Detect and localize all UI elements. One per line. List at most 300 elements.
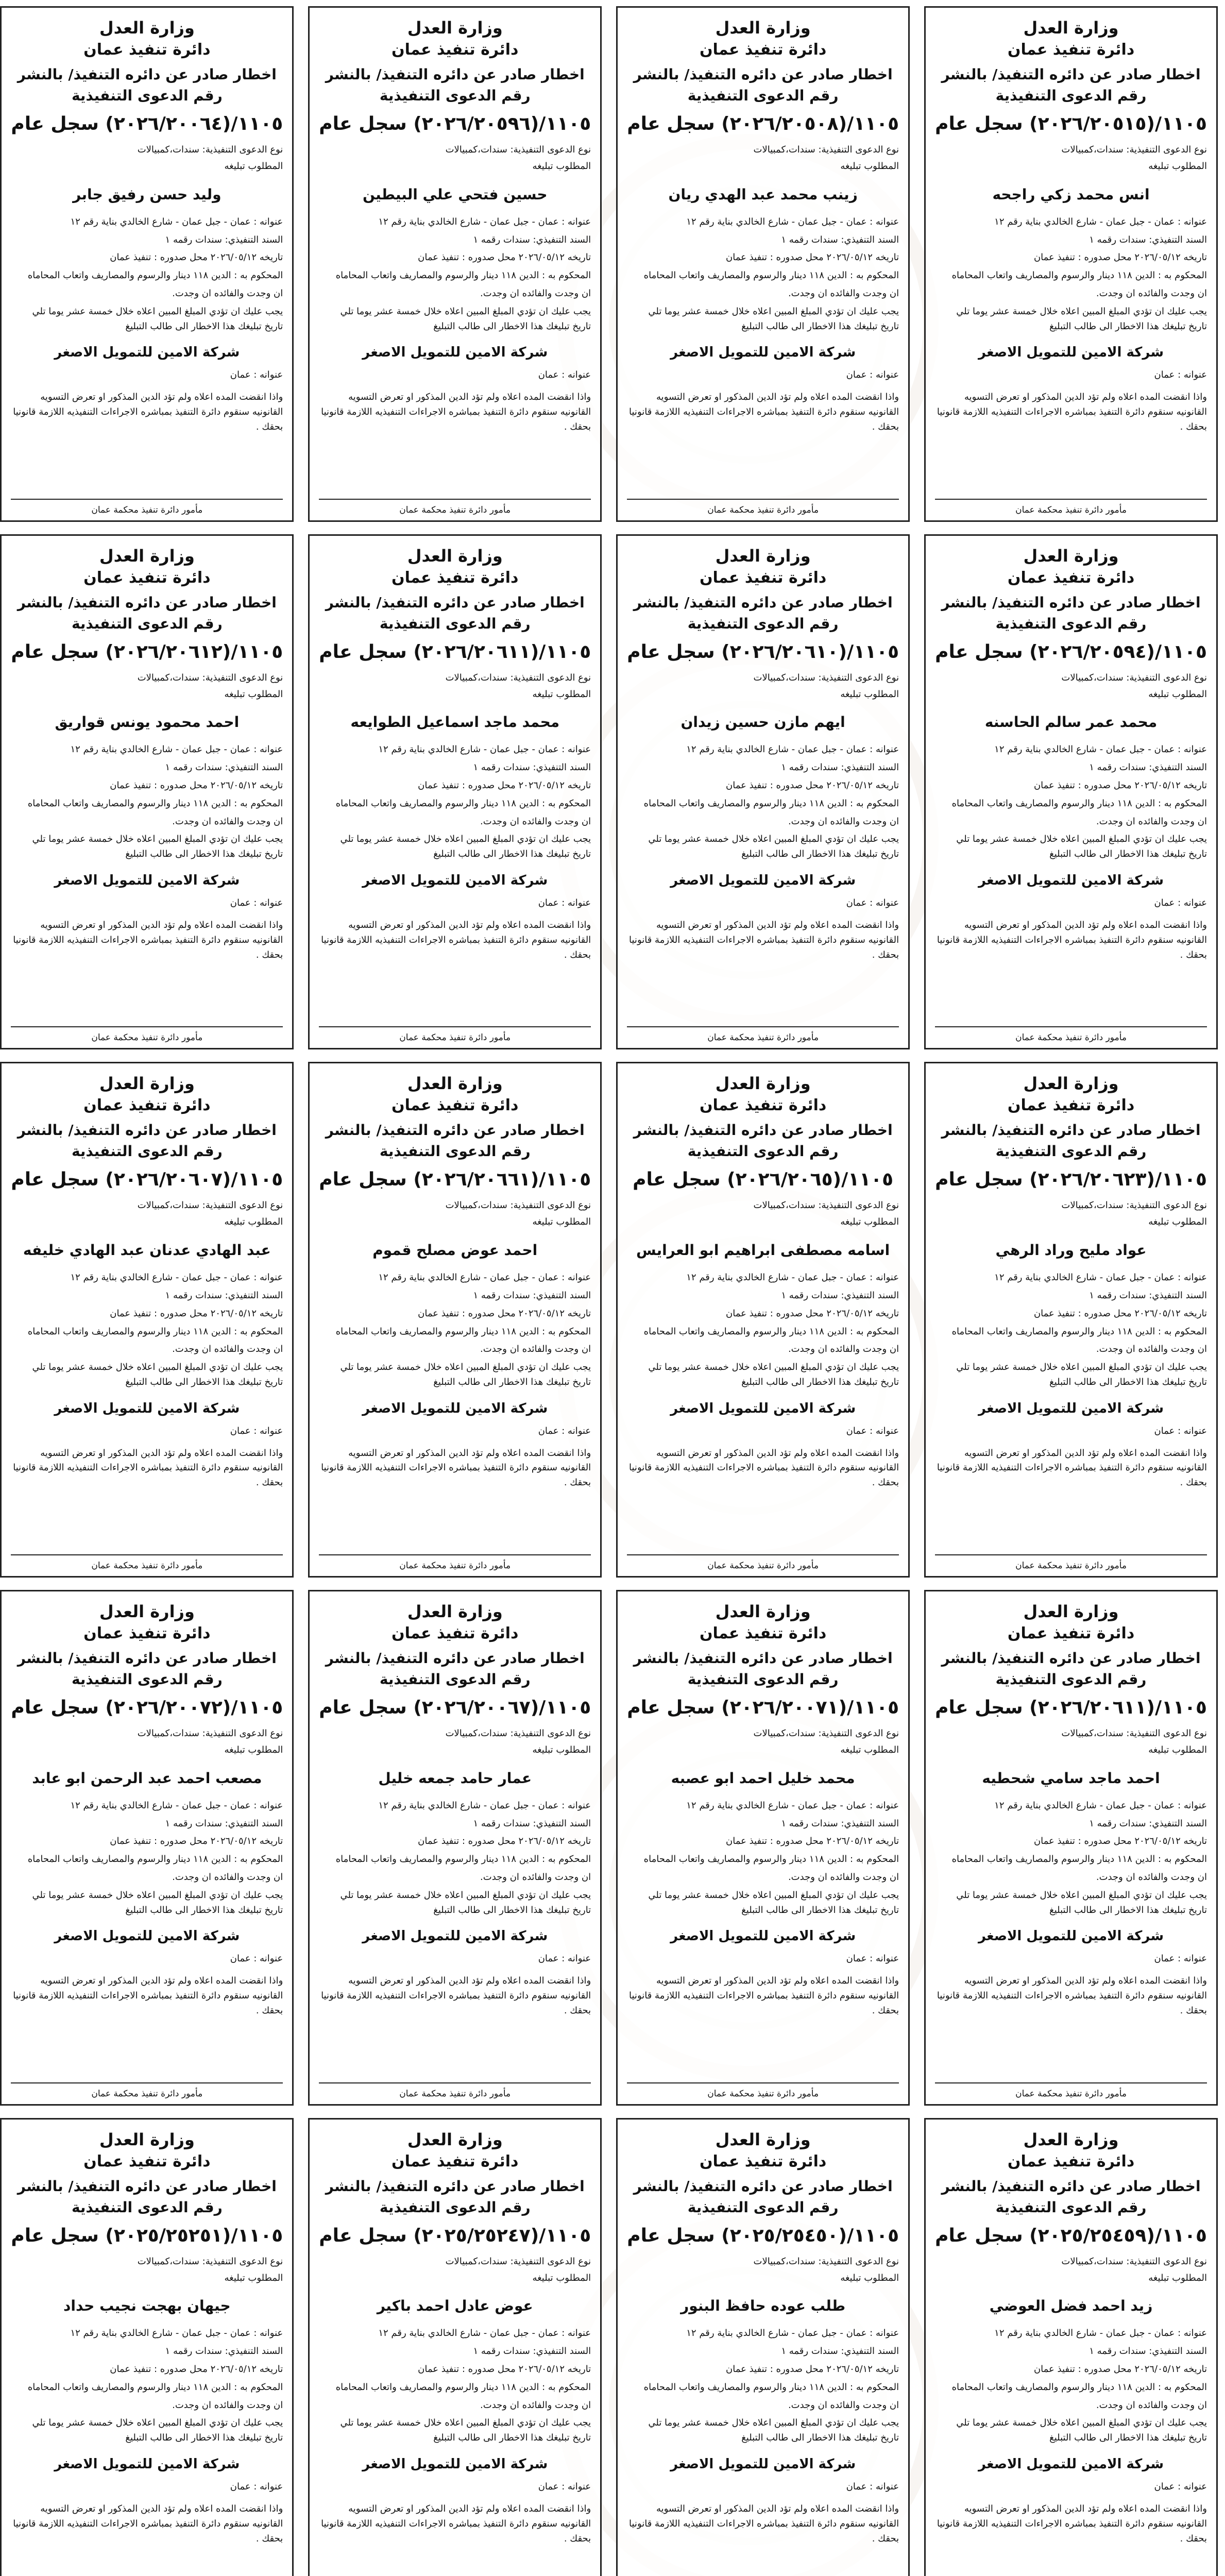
execution-notice xyxy=(0,6,294,522)
debtor-name: عبد الهادي عدنان عبد الهادي خليفه xyxy=(23,1242,271,1259)
debtor-name: عوض عادل احمد باكير xyxy=(377,2297,533,2315)
debtor-address: عنوانه : عمان - جبل عمان - شارع الخالدي بناية رقم ١٢ xyxy=(70,744,283,755)
debtor-name: عواد مليح وراد الرهي xyxy=(995,1242,1147,1259)
ministry-heading: وزارة العدل xyxy=(715,546,811,566)
notice-title: اخطار صادر عن دائره التنفيذ/ بالنشر xyxy=(633,1649,893,1667)
execution-document: السند التنفيذي: سندات رقمه ١ xyxy=(473,1290,591,1301)
interest-note: ان وجدت والفائده ان وجدت. xyxy=(1096,1871,1207,1883)
notified-label: المطلوب تبليغه xyxy=(532,160,591,172)
document-date: تاريخه ٢٠٢٦/٠٥/١٢ محل صدوره : تنفيذ عمان xyxy=(418,1308,591,1319)
notice-title: اخطار صادر عن دائره التنفيذ/ بالنشر xyxy=(17,2177,277,2195)
case-label: رقم الدعوى التنفيذية xyxy=(995,1670,1147,1688)
document-date: تاريخه ٢٠٢٦/٠٥/١٢ محل صدوره : تنفيذ عمان xyxy=(110,252,283,263)
creditor-name: شركة الامين للتمويل الاصغر xyxy=(978,1928,1164,1944)
execution-notice xyxy=(616,2118,910,2576)
document-date: تاريخه ٢٠٢٦/٠٥/١٢ محل صدوره : تنفيذ عمان xyxy=(418,252,591,263)
execution-notice xyxy=(924,1062,1218,1578)
debtor-name: زينب محمد عبد الهدي ريان xyxy=(668,185,858,203)
execution-document: السند التنفيذي: سندات رقمه ١ xyxy=(781,1818,899,1829)
debtor-address: عنوانه : عمان - جبل عمان - شارع الخالدي بناية رقم ١٢ xyxy=(378,216,591,227)
notified-label: المطلوب تبليغه xyxy=(224,2272,283,2283)
payment-instruction: يجب عليك ان تؤدي المبلغ المبين اعلاه خلال خمسة عشر يوما تلي تاريخ تبليغك هذا الاخطار الى طالب التبليغ xyxy=(340,1889,591,1916)
ministry-heading: وزارة العدل xyxy=(407,546,503,566)
notified-label: المطلوب تبليغه xyxy=(224,688,283,700)
payment-instruction: يجب عليك ان تؤدي المبلغ المبين اعلاه خلال خمسة عشر يوما تلي تاريخ تبليغك هذا الاخطار الى طالب التبليغ xyxy=(648,1362,899,1387)
creditor-address: عنوانه : عمان xyxy=(1154,1953,1207,1964)
creditor-name: شركة الامين للتمويل الاصغر xyxy=(670,2456,856,2472)
creditor-name: شركة الامين للتمويل الاصغر xyxy=(362,1928,548,1944)
case-type: نوع الدعوى التنفيذية: سندات،كمبيالات xyxy=(753,672,899,683)
enforcement-warning: واذا انقضت المده اعلاه ولم تؤد الدين المذكور او تعرض التسويه القانونيه سنقوم دائرة التنفيذ بمباشره الاجراءات التنفيذيه اللازمة قانونيا بحقك . xyxy=(937,2503,1207,2544)
execution-document: السند التنفيذي: سندات رقمه ١ xyxy=(473,762,591,773)
debtor-address: عنوانه : عمان - جبل عمان - شارع الخالدي بناية رقم ١٢ xyxy=(686,1272,899,1283)
judgement-amount: المحكوم به : الدين ١١٨ دينار والرسوم والمصاريف واتعاب المحاماه xyxy=(643,1326,899,1337)
document-date: تاريخه ٢٠٢٦/٠٥/١٢ محل صدوره : تنفيذ عمان xyxy=(726,2364,899,2375)
execution-document: السند التنفيذي: سندات رقمه ١ xyxy=(1089,234,1207,245)
ministry-heading: وزارة العدل xyxy=(407,18,503,38)
execution-notice xyxy=(616,534,910,1050)
notice-footer: مأمور دائرة تنفيذ محكمة عمان xyxy=(319,1554,591,1571)
case-type: نوع الدعوى التنفيذية: سندات،كمبيالات xyxy=(753,2256,899,2267)
payment-instruction: يجب عليك ان تؤدي المبلغ المبين اعلاه خلال خمسة عشر يوما تلي تاريخ تبليغك هذا الاخطار الى طالب التبليغ xyxy=(340,834,591,860)
notice-footer: مأمور دائرة تنفيذ محكمة عمان xyxy=(935,1554,1207,1571)
notice-footer: مأمور دائرة تنفيذ محكمة عمان xyxy=(11,2082,283,2099)
case-type: نوع الدعوى التنفيذية: سندات،كمبيالات xyxy=(445,2256,591,2267)
case-number: ١١٠٥/(٢٠٢٦/٢٠٦٦١) سجل عام xyxy=(319,1169,591,1191)
newspaper-page xyxy=(11,0,1225,2576)
debtor-names xyxy=(11,2293,283,2318)
interest-note: ان وجدت والفائده ان وجدت. xyxy=(480,287,591,299)
judgement-amount: المحكوم به : الدين ١١٨ دينار والرسوم والمصاريف واتعاب المحاماه xyxy=(643,1854,899,1865)
payment-instruction: يجب عليك ان تؤدي المبلغ المبين اعلاه خلال خمسة عشر يوما تلي تاريخ تبليغك هذا الاخطار الى طالب التبليغ xyxy=(648,306,899,332)
creditor-name: شركة الامين للتمويل الاصغر xyxy=(978,873,1164,889)
payment-instruction: يجب عليك ان تؤدي المبلغ المبين اعلاه خلال خمسة عشر يوما تلي تاريخ تبليغك هذا الاخطار الى طالب التبليغ xyxy=(648,834,899,860)
notice-footer: مأمور دائرة تنفيذ محكمة عمان xyxy=(11,1026,283,1043)
notice-title: اخطار صادر عن دائره التنفيذ/ بالنشر xyxy=(941,2177,1201,2195)
document-date: تاريخه ٢٠٢٦/٠٥/١٢ محل صدوره : تنفيذ عمان xyxy=(110,1836,283,1847)
judgement-amount: المحكوم به : الدين ١١٨ دينار والرسوم والمصاريف واتعاب المحاماه xyxy=(643,798,899,809)
execution-notice xyxy=(0,1062,294,1578)
debtor-names xyxy=(319,709,591,735)
notified-label: المطلوب تبليغه xyxy=(532,1744,591,1755)
ministry-heading: وزارة العدل xyxy=(407,1074,503,1094)
case-number: ١١٠٥/(٢٠٢٥/٢٥٢٥١) سجل عام xyxy=(11,2225,283,2246)
enforcement-warning: واذا انقضت المده اعلاه ولم تؤد الدين المذكور او تعرض التسويه القانونيه سنقوم دائرة التنفيذ بمباشره الاجراءات التنفيذيه اللازمة قانونيا بحقك . xyxy=(13,2503,283,2544)
notice-footer: مأمور دائرة تنفيذ محكمة عمان xyxy=(627,2082,899,2099)
creditor-name: شركة الامين للتمويل الاصغر xyxy=(978,2456,1164,2472)
debtor-names xyxy=(935,1766,1207,1791)
interest-note: ان وجدت والفائده ان وجدت. xyxy=(172,1344,283,1355)
document-date: تاريخه ٢٠٢٦/٠٥/١٢ محل صدوره : تنفيذ عمان xyxy=(1033,2364,1207,2375)
payment-instruction: يجب عليك ان تؤدي المبلغ المبين اعلاه خلال خمسة عشر يوما تلي تاريخ تبليغك هذا الاخطار الى طالب التبليغ xyxy=(956,2417,1207,2444)
case-number: ١١٠٥/(٢٠٢٦/٢٠٥٩٦) سجل عام xyxy=(319,113,591,134)
notice-footer: مأمور دائرة تنفيذ محكمة عمان xyxy=(627,499,899,515)
enforcement-warning: واذا انقضت المده اعلاه ولم تؤد الدين المذكور او تعرض التسويه القانونيه سنقوم دائرة التنفيذ بمباشره الاجراءات التنفيذيه اللازمة قانونيا بحقك . xyxy=(321,920,591,960)
execution-notice xyxy=(308,534,602,1050)
debtor-name: انس محمد زكي راجحه xyxy=(992,185,1150,203)
department-heading: دائرة تنفيذ عمان xyxy=(699,2152,827,2171)
execution-notice xyxy=(924,6,1218,522)
case-type: نوع الدعوى التنفيذية: سندات،كمبيالات xyxy=(1061,672,1207,683)
case-label: رقم الدعوى التنفيذية xyxy=(71,615,223,632)
debtor-address: عنوانه : عمان - جبل عمان - شارع الخالدي بناية رقم ١٢ xyxy=(70,1272,283,1283)
case-number: ١١٠٥/(٢٠٢٦/٢٠٦١١) سجل عام xyxy=(935,1697,1207,1718)
case-type: نوع الدعوى التنفيذية: سندات،كمبيالات xyxy=(445,1727,591,1739)
creditor-name: شركة الامين للتمويل الاصغر xyxy=(978,1400,1164,1416)
execution-document: السند التنفيذي: سندات رقمه ١ xyxy=(165,762,283,773)
enforcement-warning: واذا انقضت المده اعلاه ولم تؤد الدين المذكور او تعرض التسويه القانونيه سنقوم دائرة التنفيذ بمباشره الاجراءات التنفيذيه اللازمة قانونيا بحقك . xyxy=(13,1447,283,1488)
debtor-address: عنوانه : عمان - جبل عمان - شارع الخالدي بناية رقم ١٢ xyxy=(994,216,1207,227)
case-label: رقم الدعوى التنفيذية xyxy=(71,1143,223,1160)
debtor-names xyxy=(627,709,899,735)
notice-footer: مأمور دائرة تنفيذ محكمة عمان xyxy=(627,1026,899,1043)
creditor-name: شركة الامين للتمويل الاصغر xyxy=(670,873,856,889)
case-type: نوع الدعوى التنفيذية: سندات،كمبيالات xyxy=(445,144,591,155)
debtor-names xyxy=(11,182,283,207)
notified-label: المطلوب تبليغه xyxy=(840,2272,899,2283)
notified-label: المطلوب تبليغه xyxy=(840,688,899,700)
department-heading: دائرة تنفيذ عمان xyxy=(1007,2152,1135,2171)
case-label: رقم الدعوى التنفيذية xyxy=(995,615,1147,632)
enforcement-warning: واذا انقضت المده اعلاه ولم تؤد الدين المذكور او تعرض التسويه القانونيه سنقوم دائرة التنفيذ بمباشره الاجراءات التنفيذيه اللازمة قانونيا بحقك . xyxy=(937,392,1207,432)
notified-label: المطلوب تبليغه xyxy=(1148,1216,1207,1228)
debtor-names xyxy=(319,1238,591,1263)
payment-instruction: يجب عليك ان تؤدي المبلغ المبين اعلاه خلال خمسة عشر يوما تلي تاريخ تبليغك هذا الاخطار الى طالب التبليغ xyxy=(32,306,283,332)
judgement-amount: المحكوم به : الدين ١١٨ دينار والرسوم والمصاريف واتعاب المحاماه xyxy=(335,798,591,809)
case-number: ١١٠٥/(٢٠٢٥/٢٥٤٥٠) سجل عام xyxy=(627,2225,899,2246)
ministry-heading: وزارة العدل xyxy=(715,1074,811,1094)
department-heading: دائرة تنفيذ عمان xyxy=(699,1096,827,1115)
creditor-address: عنوانه : عمان xyxy=(538,369,591,381)
creditor-name: شركة الامين للتمويل الاصغر xyxy=(670,1928,856,1944)
debtor-names xyxy=(11,1766,283,1791)
debtor-address: عنوانه : عمان - جبل عمان - شارع الخالدي بناية رقم ١٢ xyxy=(994,1800,1207,1811)
enforcement-warning: واذا انقضت المده اعلاه ولم تؤد الدين المذكور او تعرض التسويه القانونيه سنقوم دائرة التنفيذ بمباشره الاجراءات التنفيذيه اللازمة قانونيا بحقك . xyxy=(937,1975,1207,2016)
debtor-address: عنوانه : عمان - جبل عمان - شارع الخالدي بناية رقم ١٢ xyxy=(70,2328,283,2339)
department-heading: دائرة تنفيذ عمان xyxy=(83,568,211,587)
department-heading: دائرة تنفيذ عمان xyxy=(392,1624,519,1642)
case-type: نوع الدعوى التنفيذية: سندات،كمبيالات xyxy=(137,144,283,155)
payment-instruction: يجب عليك ان تؤدي المبلغ المبين اعلاه خلال خمسة عشر يوما تلي تاريخ تبليغك هذا الاخطار الى طالب التبليغ xyxy=(956,1362,1207,1387)
notified-label: المطلوب تبليغه xyxy=(224,1744,283,1755)
department-heading: دائرة تنفيذ عمان xyxy=(1007,568,1135,587)
interest-note: ان وجدت والفائده ان وجدت. xyxy=(788,2399,899,2411)
enforcement-warning: واذا انقضت المده اعلاه ولم تؤد الدين المذكور او تعرض التسويه القانونيه سنقوم دائرة التنفيذ بمباشره الاجراءات التنفيذيه اللازمة قانونيا بحقك . xyxy=(321,1447,591,1488)
case-type: نوع الدعوى التنفيذية: سندات،كمبيالات xyxy=(1061,144,1207,155)
document-date: تاريخه ٢٠٢٦/٠٥/١٢ محل صدوره : تنفيذ عمان xyxy=(418,2364,591,2375)
debtor-names xyxy=(935,2293,1207,2318)
department-heading: دائرة تنفيذ عمان xyxy=(1007,41,1135,59)
ministry-heading: وزارة العدل xyxy=(1023,18,1119,38)
notice-title: اخطار صادر عن دائره التنفيذ/ بالنشر xyxy=(633,1122,893,1139)
debtor-names xyxy=(627,2293,899,2318)
creditor-name: شركة الامين للتمويل الاصغر xyxy=(54,345,240,361)
notified-label: المطلوب تبليغه xyxy=(840,1744,899,1755)
document-date: تاريخه ٢٠٢٦/٠٥/١٢ محل صدوره : تنفيذ عمان xyxy=(1033,252,1207,263)
notice-title: اخطار صادر عن دائره التنفيذ/ بالنشر xyxy=(17,594,277,611)
creditor-name: شركة الامين للتمويل الاصغر xyxy=(54,873,240,889)
debtor-name: محمد ماجد اسماعيل الطوايعه xyxy=(350,714,560,731)
debtor-name: اسامه مصطفى ابراهيم ابو العرايس xyxy=(636,1242,890,1259)
ministry-heading: وزارة العدل xyxy=(1023,1601,1119,1621)
debtor-address: عنوانه : عمان - جبل عمان - شارع الخالدي بناية رقم ١٢ xyxy=(378,1272,591,1283)
execution-document: السند التنفيذي: سندات رقمه ١ xyxy=(781,1290,899,1301)
ministry-heading: وزارة العدل xyxy=(715,2129,811,2149)
creditor-address: عنوانه : عمان xyxy=(230,2481,283,2493)
payment-instruction: يجب عليك ان تؤدي المبلغ المبين اعلاه خلال خمسة عشر يوما تلي تاريخ تبليغك هذا الاخطار الى طالب التبليغ xyxy=(32,2417,283,2444)
interest-note: ان وجدت والفائده ان وجدت. xyxy=(1096,287,1207,299)
creditor-name: شركة الامين للتمويل الاصغر xyxy=(362,1400,548,1416)
notice-footer: مأمور دائرة تنفيذ محكمة عمان xyxy=(319,2082,591,2099)
notice-footer: مأمور دائرة تنفيذ محكمة عمان xyxy=(11,499,283,515)
department-heading: دائرة تنفيذ عمان xyxy=(392,1096,519,1115)
creditor-address: عنوانه : عمان xyxy=(846,1953,899,1964)
ministry-heading: وزارة العدل xyxy=(1023,1074,1119,1094)
debtor-name: وليد حسن رفيق جابر xyxy=(73,185,222,203)
debtor-name: احمد ماجد سامي شحطيه xyxy=(982,1769,1160,1787)
case-number: ١١٠٥/(٢٠٢٦/٢٠٠٦٧) سجل عام xyxy=(319,1697,591,1718)
department-heading: دائرة تنفيذ عمان xyxy=(699,1624,827,1642)
enforcement-warning: واذا انقضت المده اعلاه ولم تؤد الدين المذكور او تعرض التسويه القانونيه سنقوم دائرة التنفيذ بمباشره الاجراءات التنفيذيه اللازمة قانونيا بحقك . xyxy=(629,1975,899,2016)
case-label: رقم الدعوى التنفيذية xyxy=(71,1670,223,1688)
notice-footer: مأمور دائرة تنفيذ محكمة عمان xyxy=(935,2082,1207,2099)
execution-document: السند التنفيذي: سندات رقمه ١ xyxy=(781,762,899,773)
debtor-names xyxy=(319,1766,591,1791)
case-label: رقم الدعوى التنفيذية xyxy=(687,1670,839,1688)
debtor-name: محمد عمر سالم الحاسنه xyxy=(984,714,1158,731)
notified-label: المطلوب تبليغه xyxy=(532,688,591,700)
interest-note: ان وجدت والفائده ان وجدت. xyxy=(788,816,899,827)
notice-title: اخطار صادر عن دائره التنفيذ/ بالنشر xyxy=(941,1122,1201,1139)
notice-footer: مأمور دائرة تنفيذ محكمة عمان xyxy=(935,499,1207,515)
creditor-address: عنوانه : عمان xyxy=(1154,897,1207,909)
enforcement-warning: واذا انقضت المده اعلاه ولم تؤد الدين المذكور او تعرض التسويه القانونيه سنقوم دائرة التنفيذ بمباشره الاجراءات التنفيذيه اللازمة قانونيا بحقك . xyxy=(13,920,283,960)
interest-note: ان وجدت والفائده ان وجدت. xyxy=(788,287,899,299)
judgement-amount: المحكوم به : الدين ١١٨ دينار والرسوم والمصاريف واتعاب المحاماه xyxy=(951,1326,1207,1337)
judgement-amount: المحكوم به : الدين ١١٨ دينار والرسوم والمصاريف واتعاب المحاماه xyxy=(27,798,283,809)
creditor-name: شركة الامين للتمويل الاصغر xyxy=(54,1400,240,1416)
execution-document: السند التنفيذي: سندات رقمه ١ xyxy=(1089,2346,1207,2357)
creditor-name: شركة الامين للتمويل الاصغر xyxy=(54,1928,240,1944)
enforcement-warning: واذا انقضت المده اعلاه ولم تؤد الدين المذكور او تعرض التسويه القانونيه سنقوم دائرة التنفيذ بمباشره الاجراءات التنفيذيه اللازمة قانونيا بحقك . xyxy=(321,1975,591,2016)
case-number: ١١٠٥/(٢٠٢٦/٢٠٥٩٤) سجل عام xyxy=(935,641,1207,663)
debtor-address: عنوانه : عمان - جبل عمان - شارع الخالدي بناية رقم ١٢ xyxy=(378,1800,591,1811)
case-type: نوع الدعوى التنفيذية: سندات،كمبيالات xyxy=(753,1200,899,1211)
interest-note: ان وجدت والفائده ان وجدت. xyxy=(172,287,283,299)
ministry-heading: وزارة العدل xyxy=(99,2129,195,2149)
judgement-amount: المحكوم به : الدين ١١٨ دينار والرسوم والمصاريف واتعاب المحاماه xyxy=(335,270,591,281)
debtor-names xyxy=(11,1238,283,1263)
enforcement-warning: واذا انقضت المده اعلاه ولم تؤد الدين المذكور او تعرض التسويه القانونيه سنقوم دائرة التنفيذ بمباشره الاجراءات التنفيذيه اللازمة قانونيا بحقك . xyxy=(629,392,899,432)
debtor-names xyxy=(627,1238,899,1263)
interest-note: ان وجدت والفائده ان وجدت. xyxy=(1096,1344,1207,1355)
execution-notice xyxy=(924,2118,1218,2576)
execution-document: السند التنفيذي: سندات رقمه ١ xyxy=(165,2346,283,2357)
debtor-address: عنوانه : عمان - جبل عمان - شارع الخالدي بناية رقم ١٢ xyxy=(686,2328,899,2339)
payment-instruction: يجب عليك ان تؤدي المبلغ المبين اعلاه خلال خمسة عشر يوما تلي تاريخ تبليغك هذا الاخطار الى طالب التبليغ xyxy=(32,1889,283,1916)
debtor-address: عنوانه : عمان - جبل عمان - شارع الخالدي بناية رقم ١٢ xyxy=(686,1800,899,1811)
case-label: رقم الدعوى التنفيذية xyxy=(995,2198,1147,2216)
creditor-address: عنوانه : عمان xyxy=(846,1425,899,1436)
notice-title: اخطار صادر عن دائره التنفيذ/ بالنشر xyxy=(325,594,585,611)
department-heading: دائرة تنفيذ عمان xyxy=(392,41,519,59)
notice-title: اخطار صادر عن دائره التنفيذ/ بالنشر xyxy=(17,1649,277,1667)
debtor-name: طلب عوده حافظ البنور xyxy=(680,2297,846,2315)
notified-label: المطلوب تبليغه xyxy=(224,1216,283,1228)
department-heading: دائرة تنفيذ عمان xyxy=(1007,1096,1135,1115)
case-label: رقم الدعوى التنفيذية xyxy=(687,87,839,104)
debtor-address: عنوانه : عمان - جبل عمان - شارع الخالدي بناية رقم ١٢ xyxy=(686,744,899,755)
payment-instruction: يجب عليك ان تؤدي المبلغ المبين اعلاه خلال خمسة عشر يوما تلي تاريخ تبليغك هذا الاخطار الى طالب التبليغ xyxy=(340,1362,591,1387)
debtor-address: عنوانه : عمان - جبل عمان - شارع الخالدي بناية رقم ١٢ xyxy=(994,1272,1207,1283)
interest-note: ان وجدت والفائده ان وجدت. xyxy=(172,1871,283,1883)
case-label: رقم الدعوى التنفيذية xyxy=(687,2198,839,2216)
document-date: تاريخه ٢٠٢٦/٠٥/١٢ محل صدوره : تنفيذ عمان xyxy=(1033,1836,1207,1847)
document-date: تاريخه ٢٠٢٦/٠٥/١٢ محل صدوره : تنفيذ عمان xyxy=(110,1308,283,1319)
case-number: ١١٠٥/(٢٠٢٦/٢٠٠٧١) سجل عام xyxy=(627,1697,899,1718)
enforcement-warning: واذا انقضت المده اعلاه ولم تؤد الدين المذكور او تعرض التسويه القانونيه سنقوم دائرة التنفيذ بمباشره الاجراءات التنفيذيه اللازمة قانونيا بحقك . xyxy=(13,392,283,432)
creditor-address: عنوانه : عمان xyxy=(846,897,899,909)
execution-document: السند التنفيذي: سندات رقمه ١ xyxy=(473,1818,591,1829)
execution-document: السند التنفيذي: سندات رقمه ١ xyxy=(1089,1818,1207,1829)
notice-title: اخطار صادر عن دائره التنفيذ/ بالنشر xyxy=(17,1122,277,1139)
debtor-name: محمد خليل احمد ابو عصبه xyxy=(671,1769,855,1787)
case-label: رقم الدعوى التنفيذية xyxy=(379,87,531,104)
creditor-address: عنوانه : عمان xyxy=(538,1953,591,1964)
debtor-names xyxy=(935,1238,1207,1263)
execution-notice xyxy=(924,1590,1218,2106)
interest-note: ان وجدت والفائده ان وجدت. xyxy=(1096,816,1207,827)
notice-title: اخطار صادر عن دائره التنفيذ/ بالنشر xyxy=(633,2177,893,2195)
execution-notice xyxy=(0,1590,294,2106)
execution-notice xyxy=(308,1062,602,1578)
judgement-amount: المحكوم به : الدين ١١٨ دينار والرسوم والمصاريف واتعاب المحاماه xyxy=(27,2381,283,2393)
notice-title: اخطار صادر عن دائره التنفيذ/ بالنشر xyxy=(325,1122,585,1139)
notified-label: المطلوب تبليغه xyxy=(1148,2272,1207,2283)
debtor-name: احمد عوض مصلح قموم xyxy=(372,1242,538,1259)
department-heading: دائرة تنفيذ عمان xyxy=(1007,1624,1135,1642)
execution-document: السند التنفيذي: سندات رقمه ١ xyxy=(165,1290,283,1301)
enforcement-warning: واذا انقضت المده اعلاه ولم تؤد الدين المذكور او تعرض التسويه القانونيه سنقوم دائرة التنفيذ بمباشره الاجراءات التنفيذيه اللازمة قانونيا بحقك . xyxy=(629,2503,899,2544)
debtor-name: عمار حامد جمعه خليل xyxy=(378,1769,532,1787)
judgement-amount: المحكوم به : الدين ١١٨ دينار والرسوم والمصاريف واتعاب المحاماه xyxy=(951,798,1207,809)
notice-title: اخطار صادر عن دائره التنفيذ/ بالنشر xyxy=(941,66,1201,83)
notice-footer: مأمور دائرة تنفيذ محكمة عمان xyxy=(11,1554,283,1571)
interest-note: ان وجدت والفائده ان وجدت. xyxy=(480,2399,591,2411)
debtor-address: عنوانه : عمان - جبل عمان - شارع الخالدي بناية رقم ١٢ xyxy=(686,216,899,227)
execution-document: السند التنفيذي: سندات رقمه ١ xyxy=(781,2346,899,2357)
case-label: رقم الدعوى التنفيذية xyxy=(71,2198,223,2216)
judgement-amount: المحكوم به : الدين ١١٨ دينار والرسوم والمصاريف واتعاب المحاماه xyxy=(335,1326,591,1337)
ministry-heading: وزارة العدل xyxy=(99,1074,195,1094)
creditor-address: عنوانه : عمان xyxy=(230,897,283,909)
execution-document: السند التنفيذي: سندات رقمه ١ xyxy=(165,1818,283,1829)
ministry-heading: وزارة العدل xyxy=(407,2129,503,2149)
debtor-address: عنوانه : عمان - جبل عمان - شارع الخالدي بناية رقم ١٢ xyxy=(994,744,1207,755)
execution-notice xyxy=(308,2118,602,2576)
case-label: رقم الدعوى التنفيذية xyxy=(379,1670,531,1688)
document-date: تاريخه ٢٠٢٦/٠٥/١٢ محل صدوره : تنفيذ عمان xyxy=(1033,780,1207,791)
document-date: تاريخه ٢٠٢٦/٠٥/١٢ محل صدوره : تنفيذ عمان xyxy=(1033,1308,1207,1319)
execution-notice xyxy=(616,1590,910,2106)
case-number: ١١٠٥/(٢٠٢٥/٢٥٢٤٧) سجل عام xyxy=(319,2225,591,2246)
judgement-amount: المحكوم به : الدين ١١٨ دينار والرسوم والمصاريف واتعاب المحاماه xyxy=(335,2381,591,2393)
judgement-amount: المحكوم به : الدين ١١٨ دينار والرسوم والمصاريف واتعاب المحاماه xyxy=(951,2381,1207,2393)
case-label: رقم الدعوى التنفيذية xyxy=(687,1143,839,1160)
case-number: ١١٠٥/(٢٠٢٥/٢٥٤٥٩) سجل عام xyxy=(935,2225,1207,2246)
debtor-name: زيد احمد فضل العوضي xyxy=(989,2297,1153,2315)
case-label: رقم الدعوى التنفيذية xyxy=(71,87,223,104)
case-number: ١١٠٥/(٢٠٢٦/٢٠٥١٥) سجل عام xyxy=(935,113,1207,134)
case-type: نوع الدعوى التنفيذية: سندات،كمبيالات xyxy=(1061,2256,1207,2267)
case-type: نوع الدعوى التنفيذية: سندات،كمبيالات xyxy=(1061,1727,1207,1739)
case-number: ١١٠٥/(٢٠٢٦/٢٠٦٠٧) سجل عام xyxy=(11,1169,283,1191)
interest-note: ان وجدت والفائده ان وجدت. xyxy=(480,816,591,827)
debtor-names xyxy=(627,182,899,207)
notified-label: المطلوب تبليغه xyxy=(532,2272,591,2283)
department-heading: دائرة تنفيذ عمان xyxy=(83,41,211,59)
execution-notice xyxy=(308,1590,602,2106)
notice-title: اخطار صادر عن دائره التنفيذ/ بالنشر xyxy=(941,594,1201,611)
judgement-amount: المحكوم به : الدين ١١٨ دينار والرسوم والمصاريف واتعاب المحاماه xyxy=(27,1326,283,1337)
judgement-amount: المحكوم به : الدين ١١٨ دينار والرسوم والمصاريف واتعاب المحاماه xyxy=(643,270,899,281)
case-type: نوع الدعوى التنفيذية: سندات،كمبيالات xyxy=(1061,1200,1207,1211)
case-number: ١١٠٥/(٢٠٢٦/٢٠٠٦٤) سجل عام xyxy=(11,113,283,134)
department-heading: دائرة تنفيذ عمان xyxy=(83,1096,211,1115)
notice-title: اخطار صادر عن دائره التنفيذ/ بالنشر xyxy=(941,1649,1201,1667)
debtor-names xyxy=(935,709,1207,735)
creditor-address: عنوانه : عمان xyxy=(230,1425,283,1436)
case-type: نوع الدعوى التنفيذية: سندات،كمبيالات xyxy=(137,1727,283,1739)
case-label: رقم الدعوى التنفيذية xyxy=(379,1143,531,1160)
interest-note: ان وجدت والفائده ان وجدت. xyxy=(788,1871,899,1883)
document-date: تاريخه ٢٠٢٦/٠٥/١٢ محل صدوره : تنفيذ عمان xyxy=(726,1308,899,1319)
creditor-address: عنوانه : عمان xyxy=(846,369,899,381)
interest-note: ان وجدت والفائده ان وجدت. xyxy=(480,1344,591,1355)
case-number: ١١٠٥/(٢٠٢٦/٢٠٦١٢) سجل عام xyxy=(11,641,283,663)
enforcement-warning: واذا انقضت المده اعلاه ولم تؤد الدين المذكور او تعرض التسويه القانونيه سنقوم دائرة التنفيذ بمباشره الاجراءات التنفيذيه اللازمة قانونيا بحقك . xyxy=(629,1447,899,1488)
creditor-name: شركة الامين للتمويل الاصغر xyxy=(670,1400,856,1416)
case-number: ١١٠٥/(٢٠٢٦/٢٠٦١١) سجل عام xyxy=(319,641,591,663)
enforcement-warning: واذا انقضت المده اعلاه ولم تؤد الدين المذكور او تعرض التسويه القانونيه سنقوم دائرة التنفيذ بمباشره الاجراءات التنفيذيه اللازمة قانونيا بحقك . xyxy=(937,920,1207,960)
execution-notice xyxy=(0,2118,294,2576)
case-number: ١١٠٥/(٢٠٢٦/٢٠٦٢٣) سجل عام xyxy=(935,1169,1207,1191)
execution-notice xyxy=(308,6,602,522)
debtor-address: عنوانه : عمان - جبل عمان - شارع الخالدي بناية رقم ١٢ xyxy=(378,2328,591,2339)
debtor-address: عنوانه : عمان - جبل عمان - شارع الخالدي بناية رقم ١٢ xyxy=(70,216,283,227)
debtor-names xyxy=(627,1766,899,1791)
debtor-name: حسين فتحي علي البيطين xyxy=(362,185,548,203)
notified-label: المطلوب تبليغه xyxy=(840,1216,899,1228)
payment-instruction: يجب عليك ان تؤدي المبلغ المبين اعلاه خلال خمسة عشر يوما تلي تاريخ تبليغك هذا الاخطار الى طالب التبليغ xyxy=(340,2417,591,2444)
payment-instruction: يجب عليك ان تؤدي المبلغ المبين اعلاه خلال خمسة عشر يوما تلي تاريخ تبليغك هذا الاخطار الى طالب التبليغ xyxy=(340,306,591,332)
payment-instruction: يجب عليك ان تؤدي المبلغ المبين اعلاه خلال خمسة عشر يوما تلي تاريخ تبليغك هذا الاخطار الى طالب التبليغ xyxy=(956,834,1207,860)
document-date: تاريخه ٢٠٢٦/٠٥/١٢ محل صدوره : تنفيذ عمان xyxy=(726,1836,899,1847)
creditor-address: عنوانه : عمان xyxy=(1154,2481,1207,2493)
creditor-address: عنوانه : عمان xyxy=(230,1953,283,1964)
case-type: نوع الدعوى التنفيذية: سندات،كمبيالات xyxy=(137,1200,283,1211)
case-number: ١١٠٥/(٢٠٢٦/٢٠٦٥) سجل عام xyxy=(633,1169,894,1191)
debtor-names xyxy=(319,182,591,207)
creditor-name: شركة الامين للتمويل الاصغر xyxy=(362,2456,548,2472)
department-heading: دائرة تنفيذ عمان xyxy=(83,1624,211,1642)
notice-title: اخطار صادر عن دائره التنفيذ/ بالنشر xyxy=(17,66,277,83)
ministry-heading: وزارة العدل xyxy=(715,1601,811,1621)
department-heading: دائرة تنفيذ عمان xyxy=(699,41,827,59)
case-number: ١١٠٥/(٢٠٢٦/٢٠٦١٠) سجل عام xyxy=(627,641,899,663)
debtor-name: ايهم مازن حسين زيدان xyxy=(680,714,845,731)
department-heading: دائرة تنفيذ عمان xyxy=(392,568,519,587)
